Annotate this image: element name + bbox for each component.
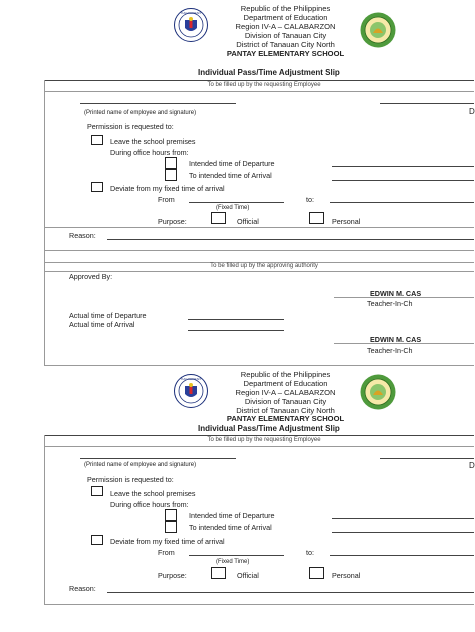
approver-name-2: EDWIN M. CAS	[370, 335, 422, 344]
intended-departure-checkbox[interactable]	[165, 157, 177, 169]
deviate-label: Deviate from my fixed time of arrival	[110, 184, 225, 193]
to-label: to:	[306, 548, 314, 557]
deped-seal-icon	[174, 374, 208, 408]
intended-arrival-label: To intended time of Arrival	[189, 523, 272, 532]
from-label: From	[158, 548, 175, 557]
header-department: Department of Education	[243, 379, 328, 388]
date-line[interactable]	[380, 458, 474, 459]
header-school-name: PANTAY ELEMENTARY SCHOOL	[226, 414, 345, 423]
actual-arrival-label: Actual time of Arrival	[69, 320, 135, 329]
section-banner-employee: To be filled up by the requesting Employee	[207, 437, 321, 443]
date-label: D	[469, 461, 475, 470]
official-label: Official	[237, 217, 259, 226]
intended-departure-checkbox[interactable]	[165, 509, 177, 521]
from-field[interactable]	[189, 555, 284, 556]
personal-label: Personal	[332, 571, 361, 580]
reason-label: Reason:	[69, 584, 96, 593]
divider	[44, 604, 474, 605]
to-field[interactable]	[330, 202, 474, 203]
permission-label: Permission is requested to:	[87, 122, 174, 131]
employee-name-signature-line[interactable]	[80, 103, 236, 104]
deped-seal-icon	[174, 8, 208, 42]
approved-by-label: Approved By:	[69, 272, 113, 281]
actual-arrival-field[interactable]	[188, 330, 284, 331]
form-title: Individual Pass/Time Adjustment Slip	[198, 424, 340, 433]
header-division: Division of Tanauan City	[244, 397, 327, 406]
permission-label: Permission is requested to:	[87, 475, 174, 484]
form-title: Individual Pass/Time Adjustment Slip	[198, 68, 340, 77]
divider	[44, 91, 474, 92]
printed-name-label: (Printed name of employee and signature)	[84, 462, 197, 468]
form-border-left	[44, 435, 45, 604]
header-region: Region IV-A – CALABARZON	[235, 22, 336, 31]
official-checkbox[interactable]	[211, 212, 226, 224]
header-division: Division of Tanauan City	[244, 31, 327, 40]
intended-arrival-checkbox[interactable]	[165, 521, 177, 533]
from-label: From	[158, 195, 175, 204]
intended-arrival-field[interactable]	[332, 180, 474, 181]
header-school-name: PANTAY ELEMENTARY SCHOOL	[226, 49, 345, 58]
header-district: District of Tanauan City North	[236, 40, 335, 49]
reason-label: Reason:	[69, 231, 96, 240]
employee-name-signature-line[interactable]	[80, 458, 236, 459]
leave-premises-label: Leave the school premises	[110, 489, 196, 498]
approver-title: Teacher-In-Ch	[367, 299, 413, 308]
header-district: District of Tanauan City North	[236, 406, 335, 415]
approver-name: EDWIN M. CAS	[370, 289, 422, 298]
section-banner-employee: To be filled up by the requesting Employee	[207, 82, 321, 88]
intended-departure-field[interactable]	[332, 518, 474, 519]
header-region: Region IV-A – CALABARZON	[235, 388, 336, 397]
intended-departure-label: Intended time of Departure	[189, 159, 275, 168]
during-office-hours-label: During office hours from:	[110, 500, 189, 509]
personal-label: Personal	[332, 217, 361, 226]
deviate-checkbox[interactable]	[91, 182, 103, 192]
svg-text:KAGAWARAN: KAGAWARAN	[181, 377, 201, 381]
section-banner-authority: To be filled up by the approving authority	[210, 263, 318, 269]
during-office-hours-label: During office hours from:	[110, 148, 189, 157]
school-seal-icon	[360, 12, 396, 48]
divider	[44, 227, 474, 228]
divider	[44, 80, 474, 81]
leave-premises-label: Leave the school premises	[110, 137, 196, 146]
actual-departure-field[interactable]	[188, 319, 284, 320]
personal-checkbox[interactable]	[309, 567, 324, 579]
to-label: to:	[306, 195, 314, 204]
divider	[44, 446, 474, 447]
header-republic: Republic of the Philippines	[240, 370, 331, 379]
divider	[44, 250, 474, 251]
purpose-label: Purpose:	[158, 571, 187, 580]
fixed-time-label: (Fixed Time)	[216, 205, 250, 211]
official-checkbox[interactable]	[211, 567, 226, 579]
official-label: Official	[237, 571, 259, 580]
svg-text:KAGAWARAN: KAGAWARAN	[181, 11, 201, 15]
form-separator	[44, 365, 474, 366]
header-republic: Republic of the Philippines	[240, 4, 331, 13]
leave-premises-checkbox[interactable]	[91, 135, 103, 145]
form-border-left	[44, 80, 45, 365]
document-page	[44, 0, 474, 632]
date-label: D	[469, 107, 475, 116]
approver-title-2: Teacher-In-Ch	[367, 346, 413, 355]
reason-field[interactable]	[107, 592, 474, 593]
deviate-checkbox[interactable]	[91, 535, 103, 545]
actual-departure-label: Actual time of Departure	[69, 311, 147, 320]
leave-premises-checkbox[interactable]	[91, 486, 103, 496]
intended-arrival-checkbox[interactable]	[165, 169, 177, 181]
date-line[interactable]	[380, 103, 474, 104]
header-department: Department of Education	[243, 13, 328, 22]
intended-arrival-label: To intended time of Arrival	[189, 171, 272, 180]
school-seal-icon	[360, 374, 396, 410]
approver-signature-line[interactable]	[334, 297, 474, 298]
fixed-time-label: (Fixed Time)	[216, 559, 250, 565]
personal-checkbox[interactable]	[309, 212, 324, 224]
intended-arrival-field[interactable]	[332, 532, 474, 533]
intended-departure-field[interactable]	[332, 166, 474, 167]
reason-field[interactable]	[107, 239, 474, 240]
approver-signature-line-2[interactable]	[334, 343, 474, 344]
purpose-label: Purpose:	[158, 217, 187, 226]
deviate-label: Deviate from my fixed time of arrival	[110, 537, 225, 546]
intended-departure-label: Intended time of Departure	[189, 511, 275, 520]
from-field[interactable]	[189, 202, 284, 203]
to-field[interactable]	[330, 555, 474, 556]
printed-name-label: (Printed name of employee and signature)	[84, 110, 197, 116]
divider	[44, 435, 474, 436]
